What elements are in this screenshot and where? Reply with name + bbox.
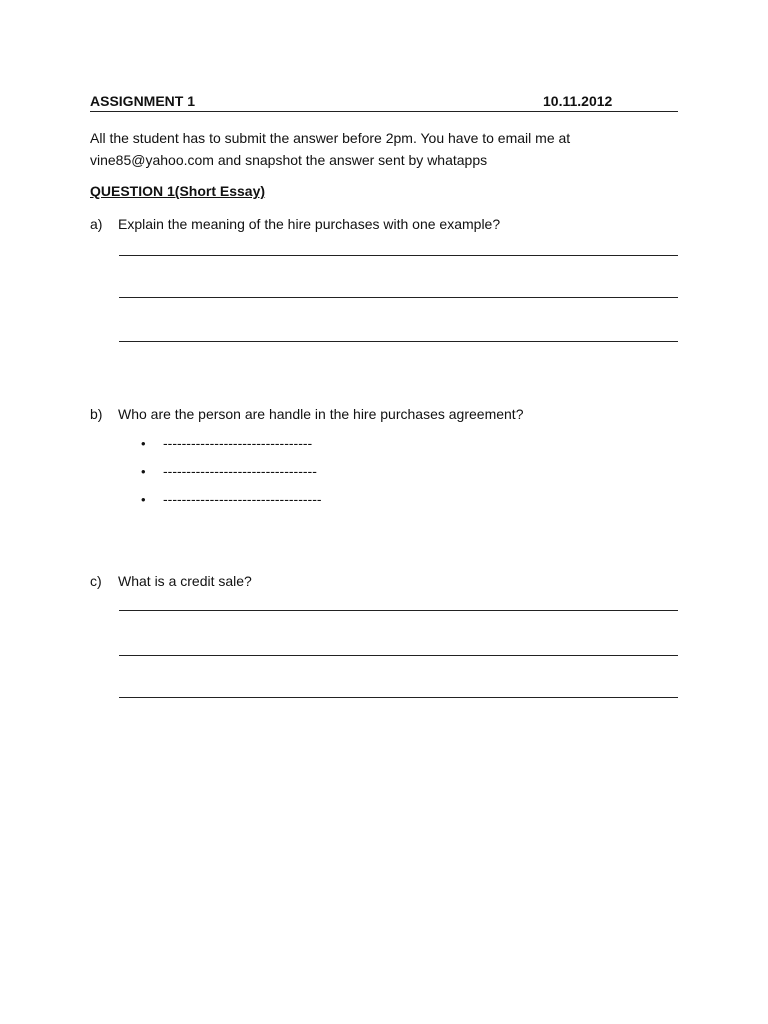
bullet-dashes: -------------------------------- <box>163 435 313 451</box>
bullet-icon: • <box>141 492 146 507</box>
answer-line-a-1 <box>119 255 678 256</box>
answer-line-c-1 <box>119 610 678 611</box>
bullet-icon: • <box>141 436 146 451</box>
instructions-line-1: All the student has to submit the answer before 2pm. You have to email me at <box>90 130 571 146</box>
assignment-date: 10.11.2012 <box>543 93 613 109</box>
section-heading: QUESTION 1(Short Essay) <box>90 183 266 199</box>
question-b <box>90 406 523 422</box>
question-c-text: What is a credit sale? <box>118 573 252 589</box>
bullet-icon: • <box>141 464 146 479</box>
bullet-dashes: --------------------------------- <box>163 463 317 479</box>
assignment-title: ASSIGNMENT 1 <box>90 93 196 109</box>
question-c <box>90 573 252 589</box>
question-a <box>90 216 500 232</box>
bullet-item <box>141 435 312 451</box>
answer-line-a-2 <box>119 297 678 298</box>
bullet-item <box>141 491 322 507</box>
question-c-letter: c) <box>90 573 102 589</box>
question-b-text: Who are the person are handle in the hire purchases agreement? <box>118 406 524 422</box>
question-a-text: Explain the meaning of the hire purchases with one example? <box>118 216 501 232</box>
question-b-letter: b) <box>90 406 103 422</box>
answer-line-c-2 <box>119 655 678 656</box>
bullet-dashes: ---------------------------------- <box>163 491 322 507</box>
question-a-letter: a) <box>90 216 103 232</box>
instructions-line-2: vine85@yahoo.com and snapshot the answer sent by whatapps <box>90 152 488 168</box>
answer-line-c-3 <box>119 697 678 698</box>
bullet-item <box>141 463 317 479</box>
answer-line-a-3 <box>119 341 678 342</box>
assignment-header <box>90 93 678 112</box>
instructions-paragraph <box>90 127 680 171</box>
